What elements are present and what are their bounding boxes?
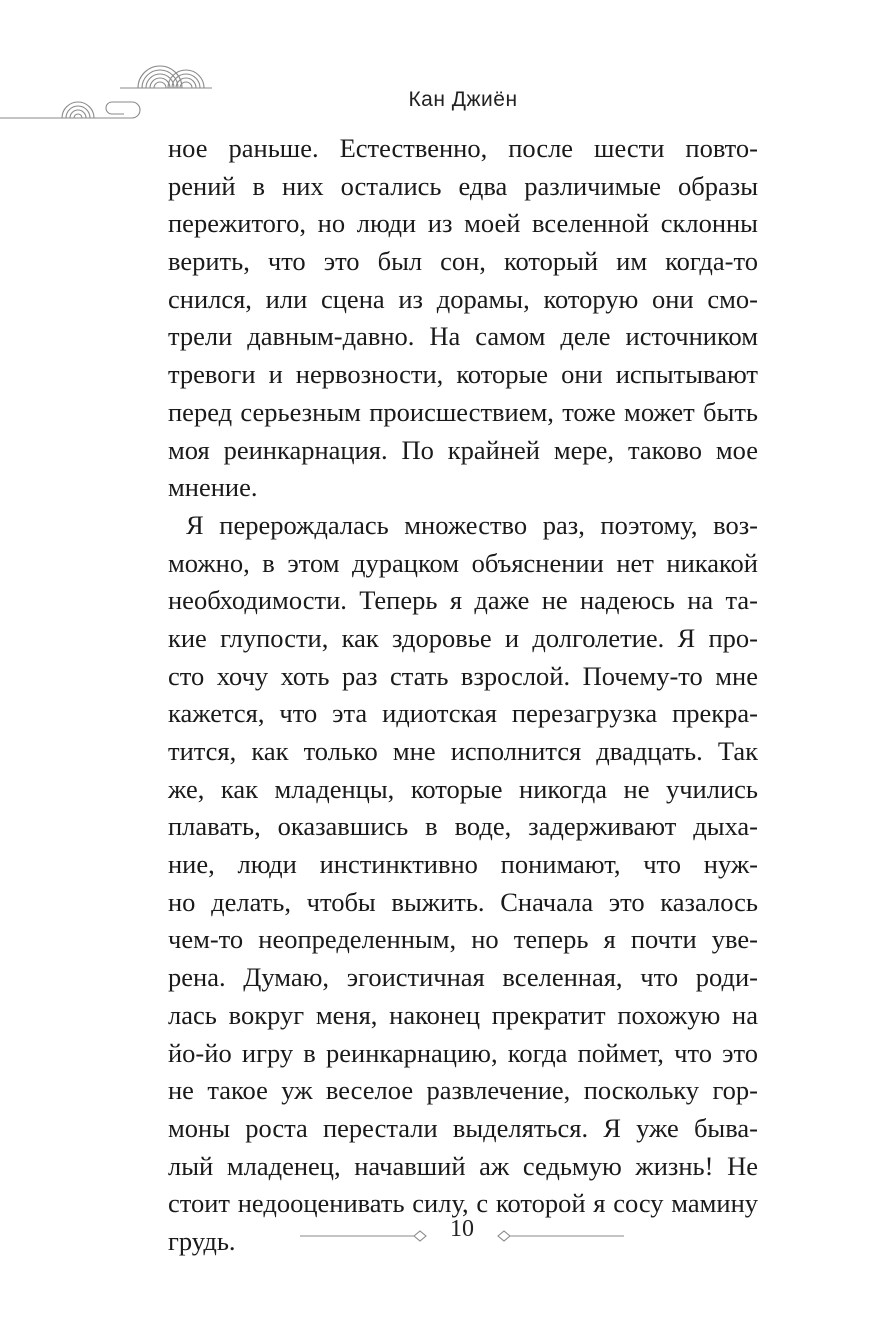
text-line: стоит недооценивать силу, с которой я сосу мамину xyxy=(168,1188,758,1219)
body-text xyxy=(168,130,758,1261)
text-line: но делать, чтобы выжить. Сначала это казалось xyxy=(168,886,758,917)
text-line: снился, или сцена из дорамы, которую они смо- xyxy=(168,283,758,314)
text-line: перед серьезным происшествием, тоже может быть xyxy=(168,396,758,427)
text-line: моны роста перестали выделяться. Я уже быва- xyxy=(168,1112,758,1143)
page-number: 10 xyxy=(450,1216,474,1242)
text-line: Я перерождалась множество раз, поэтому, воз- xyxy=(186,509,758,540)
text-line: необходимости. Теперь я даже не надеюсь на та- xyxy=(168,585,758,616)
text-line: лый младенец, начавший аж седьмую жизнь! Не xyxy=(168,1150,758,1181)
paragraph xyxy=(168,130,758,507)
page-footer xyxy=(300,1212,624,1252)
text-line: не такое уж веселое развлечение, поскольку гор- xyxy=(168,1075,758,1106)
text-line: можно, в этом дурацком объяснении нет никакой xyxy=(168,547,758,578)
text-line: кие глупости, как здоровье и долголетие. Я про- xyxy=(168,622,758,653)
text-line: верить, что это был сон, который им когда-то xyxy=(168,246,758,277)
text-line: пережитого, но люди из моей вселенной склонны xyxy=(168,208,758,239)
text-line: сто хочу хоть раз стать взрослой. Почему-то мне xyxy=(168,660,758,691)
text-line: чем-то неопределенным, но теперь я почти уве- xyxy=(168,924,758,955)
text-line: рений в них остались едва различимые образы xyxy=(168,170,758,201)
text-line: лась вокруг меня, наконец прекратит похожую на xyxy=(168,999,758,1030)
text-line: йо-йо игру в реинкарнацию, когда поймет, что это xyxy=(168,1037,758,1068)
text-line: грудь. xyxy=(168,1225,236,1256)
text-line: ное раньше. Естественно, после шести повто- xyxy=(168,133,758,163)
text-line: трели давным-давно. На самом деле источником xyxy=(168,321,758,352)
paragraph xyxy=(168,507,758,1261)
text-line: моя реинкарнация. По крайней мере, таково мое xyxy=(168,434,758,465)
text-line: же, как младенцы, которые никогда не учились xyxy=(168,773,758,804)
text-line: плавать, оказавшись в воде, задерживают дыха- xyxy=(168,811,758,842)
text-line: мнение. xyxy=(168,472,258,503)
text-line: тится, как только мне исполнится двадцать. Так xyxy=(168,736,758,766)
text-line: кажется, что эта идиотская перезагрузка прекра- xyxy=(168,698,758,729)
text-line: тревоги и нервозности, которые они испытывают xyxy=(168,359,758,390)
text-line: рена. Думаю, эгоистичная вселенная, что роди- xyxy=(168,962,758,993)
running-head: Кан Джиён xyxy=(408,88,518,111)
text-line: ние, люди инстинктивно понимают, что нуж- xyxy=(168,849,758,880)
